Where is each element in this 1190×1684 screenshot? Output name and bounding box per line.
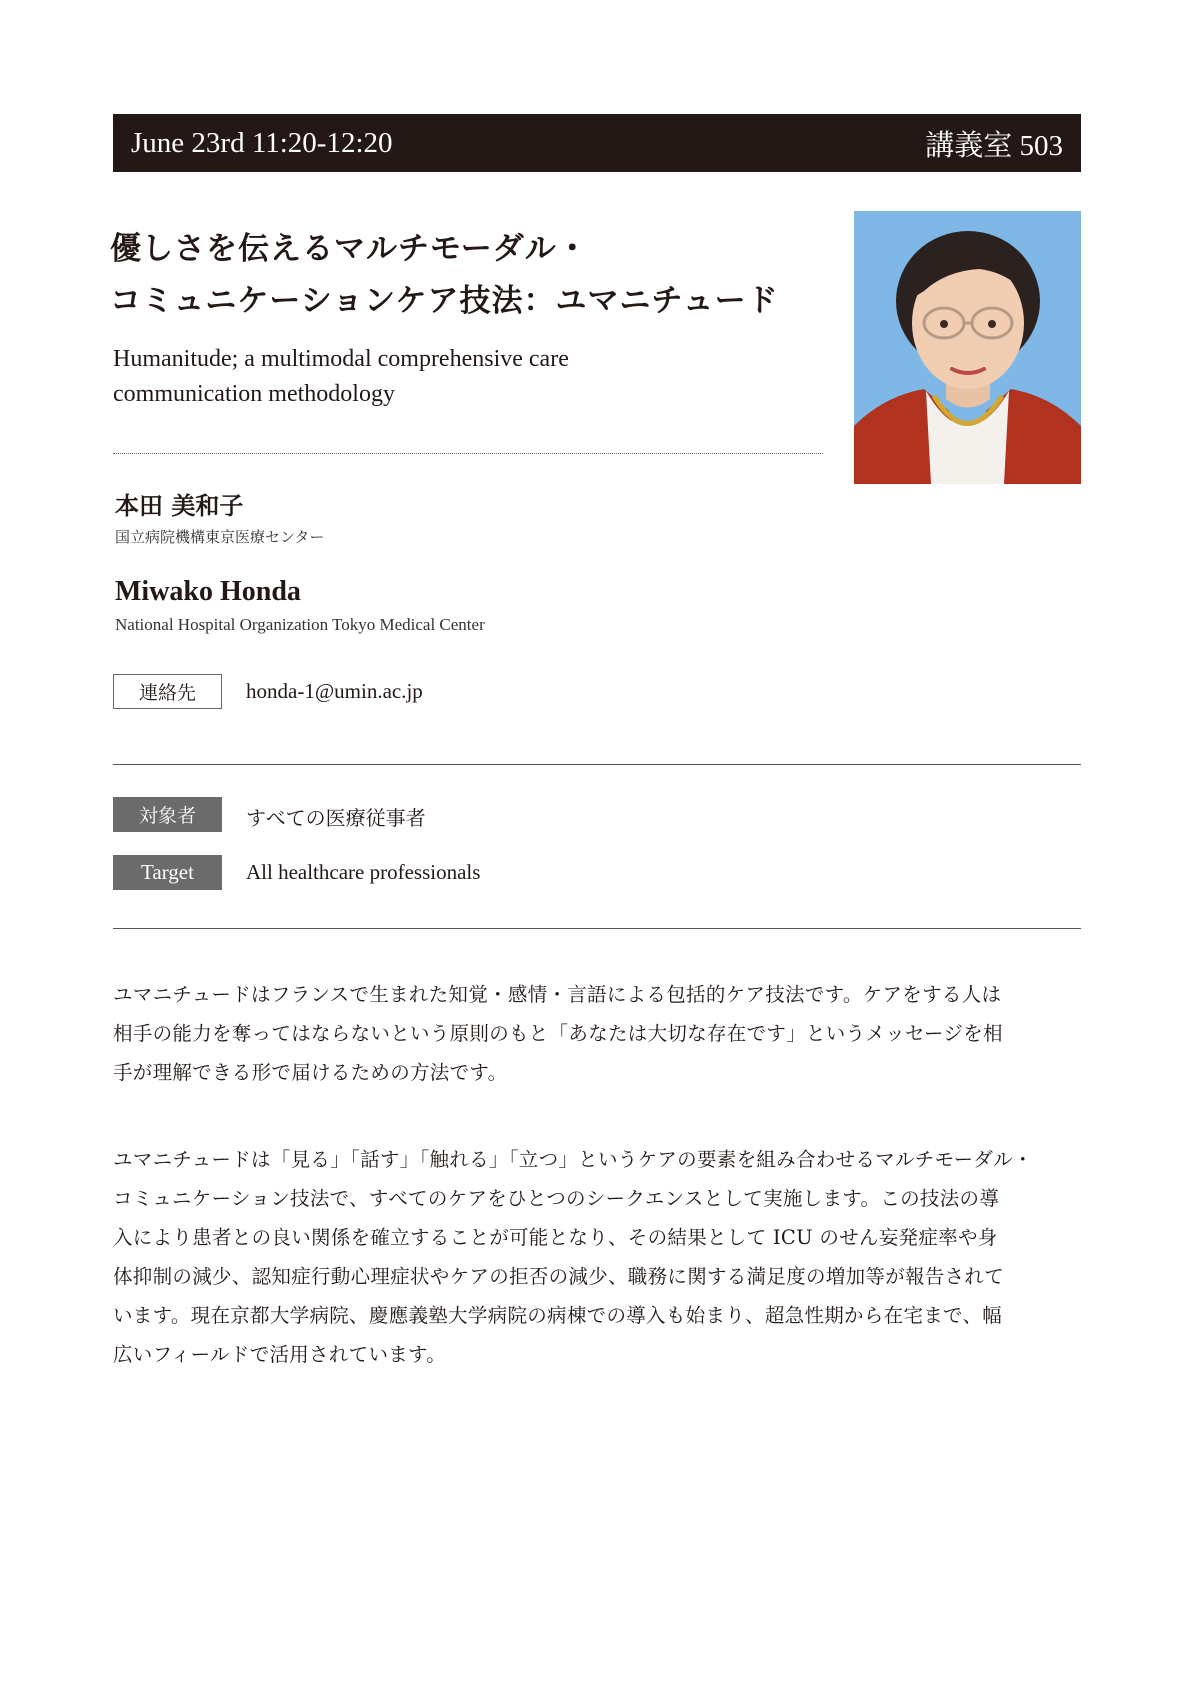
paragraph-2-line: コミュニケーション技法で、すべてのケアをひとつのシークエンスとして実施します。この技法の導 — [113, 1187, 1000, 1210]
contact-label: 連絡先 — [113, 674, 222, 709]
speaker-photo — [854, 211, 1081, 484]
title-ja-line-2: コミュニケーションケア技法：ユマニチュード — [110, 283, 779, 319]
speaker-affiliation-english: National Hospital Organization Tokyo Medical Center — [115, 615, 485, 634]
target-label-english: Target — [113, 855, 222, 890]
paragraph-2-line: 入により患者との良い関係を確立することが可能となり、その結果として ICU のせん妄発症率や身 — [113, 1226, 998, 1249]
speaker-portrait-illustration — [854, 211, 1081, 484]
paragraph-2-line: います。現在京都大学病院、慶應義塾大学病院の病棟での導入も始まり、超急性期から在宅まで、幅 — [113, 1304, 1003, 1327]
title-english — [113, 342, 813, 412]
title-ja-line-1: 優しさを伝えるマルチモーダル・ — [110, 231, 589, 267]
paragraph-1-line: 相手の能力を奪ってはならないという原則のもと「あなたは大切な存在です」というメッセージを相 — [113, 1022, 1003, 1045]
speaker-affiliation-japanese: 国立病院機構東京医療センター — [115, 528, 325, 546]
target-label-japanese: 対象者 — [113, 797, 222, 832]
section-divider-bottom — [113, 928, 1081, 929]
paragraph-2-line: ユマニチュードは「見る」「話す」「触れる」「立つ」というケアの要素を組み合わせるマルチモーダル・ — [113, 1148, 1033, 1171]
session-header-bar — [113, 114, 1081, 172]
description-paragraph-1 — [113, 975, 1081, 1092]
description-paragraph-2 — [113, 1140, 1081, 1374]
speaker-name-japanese: 本田 美和子 — [115, 491, 244, 520]
target-value-japanese: すべての医療従事者 — [246, 806, 426, 830]
paragraph-2-line: 広いフィールドで活用されています。 — [113, 1343, 447, 1366]
title-en-line-1: Humanitude; a multimodal comprehensive care — [113, 346, 569, 372]
target-value-english: All healthcare professionals — [246, 860, 481, 884]
section-divider-top — [113, 764, 1081, 765]
session-room: 講義室 503 — [925, 129, 1063, 162]
paragraph-2-line: 体抑制の減少、認知症行動心理症状やケアの拒否の減少、職務に関する満足度の増加等が報告されて — [113, 1265, 1005, 1288]
paragraph-1-line: ユマニチュードはフランスで生まれた知覚・感情・言語による包括的ケア技法です。ケアをする人は — [113, 983, 1002, 1006]
session-datetime: June 23rd 11:20-12:20 — [131, 126, 393, 159]
contact-email[interactable]: honda-1@umin.ac.jp — [246, 679, 423, 703]
speaker-name-english: Miwako Honda — [115, 576, 301, 607]
title-japanese — [110, 223, 830, 327]
title-en-line-2: communication methodology — [113, 381, 395, 407]
paragraph-1-line: 手が理解できる形で届けるための方法です。 — [113, 1061, 508, 1084]
section-divider-dotted — [113, 453, 823, 454]
